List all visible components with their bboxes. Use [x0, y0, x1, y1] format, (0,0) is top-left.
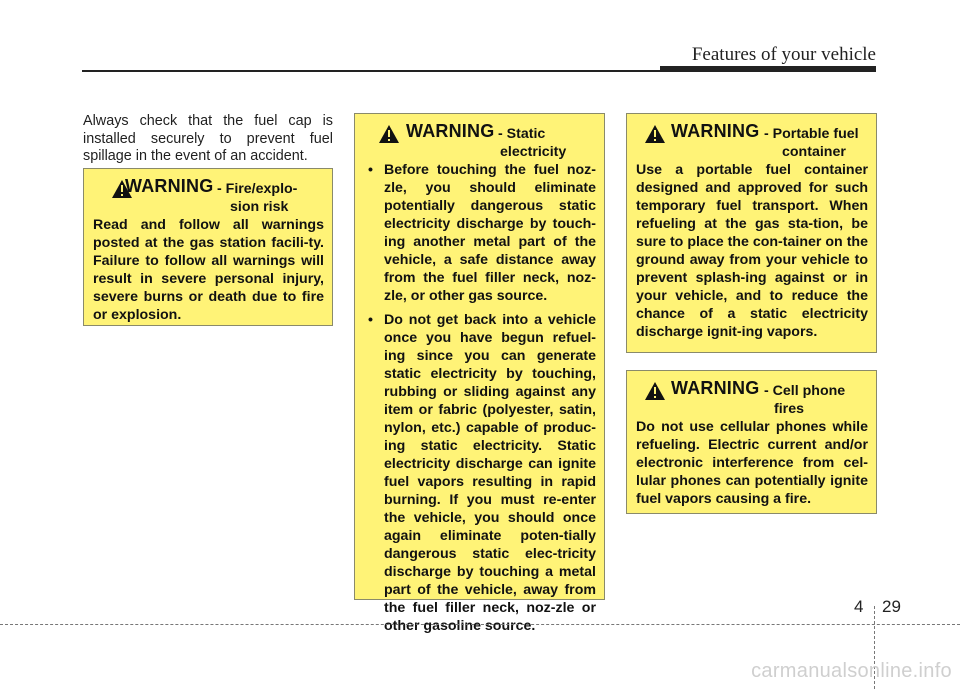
footer-dashed-rule	[0, 624, 960, 625]
warning-subtitle-cont: container	[782, 144, 846, 160]
warning-body: Read and follow all warnings posted at the gas station facili-ty. Failure to follow all warnings will result in severe personal injury, severe burns or death due to fire or explosion.	[93, 217, 324, 323]
warning-subtitle: - Fire/explo-	[217, 181, 298, 197]
bullet: •	[368, 312, 373, 328]
page-header-title: Features of your vehicle	[691, 44, 876, 65]
warning-box-fire	[83, 168, 333, 326]
warning-subtitle-cont: fires	[774, 401, 804, 417]
warning-triangle-icon	[644, 381, 666, 401]
warning-subtitle: - Portable fuel	[764, 126, 859, 142]
warning-box-phone	[626, 370, 877, 514]
warning-list	[364, 161, 596, 635]
warning-label: WARNING	[671, 121, 760, 141]
warning-subtitle-cont: electricity	[500, 144, 567, 160]
warning-box-static	[354, 113, 605, 634]
warning-label: WARNING	[406, 121, 495, 141]
warning-header	[636, 122, 868, 158]
warning-header	[364, 122, 596, 158]
page-chapter-number: 4	[854, 597, 864, 616]
page-number: 29	[882, 597, 901, 616]
watermark-text: carmanualsonline.info	[751, 660, 952, 682]
warning-triangle-icon	[378, 124, 400, 144]
list-item	[364, 311, 596, 635]
intro-paragraph: Always check that the fuel cap is installed securely to prevent fuel spillage in the event of an accident.	[83, 113, 333, 164]
list-item	[364, 161, 596, 305]
header-rule-accent	[660, 66, 876, 72]
warning-header	[636, 379, 868, 415]
list-item-text: Before touching the fuel noz-zle, you should eliminate potentially dangerous static electricity discharge by touch-ing another metal part of the vehicle, a safe distance away from the fuel filler neck, noz-zle, or other gas source.	[384, 162, 596, 304]
warning-box-container	[626, 113, 877, 353]
warning-triangle-icon	[644, 124, 666, 144]
bullet: •	[368, 162, 373, 178]
warning-subtitle-cont: sion risk	[230, 199, 289, 215]
warning-header	[93, 177, 324, 213]
warning-subtitle: - Static	[498, 126, 546, 142]
warning-body: Use a portable fuel container designed and approved for such temporary fuel transport. When refueling at the gas sta-tion, be sure to place the con-tainer on the ground away from your vehicle to prevent splash-ing against or in your vehicle, and to reduce the chance of a static electricity discharge ignit-ing vapors.	[636, 162, 868, 340]
list-item-text: Do not get back into a vehicle once you have begun refuel-ing since you can generate static electricity by touching, rubbing or sliding against any item or fabric (polyester, satin, nylon, etc.) capable of produc-ing static electricity. Static electricity discharge can ignite fuel vapors resulting in rapid burning. If you must re-enter the vehicle, you should once again eliminate poten-tially dangerous static elec-tricity discharge by touching a metal part of the vehicle, away from the fuel filler neck, noz-zle or other gasoline source.	[384, 312, 596, 634]
warning-subtitle: - Cell phone	[764, 383, 846, 399]
warning-label: WARNING	[671, 378, 760, 398]
warning-body: Do not use cellular phones while refueling. Electric current and/or electronic interference from cel-lular phones can potentially ignite fuel vapors causing a fire.	[636, 419, 868, 507]
warning-label: WARNING	[125, 176, 214, 196]
